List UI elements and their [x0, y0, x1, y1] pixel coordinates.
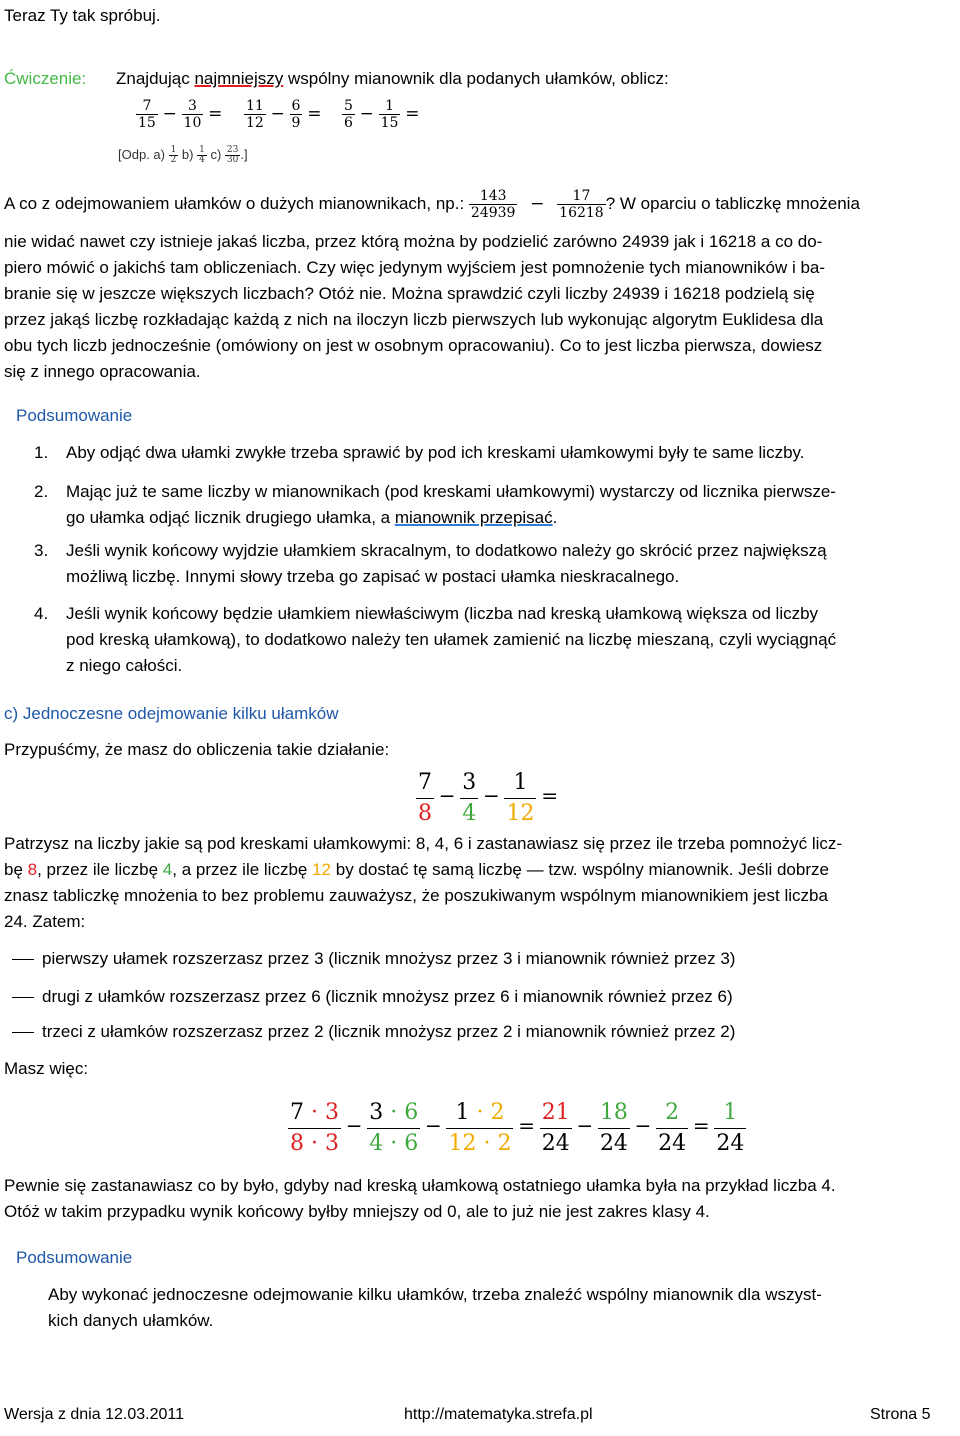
bullet-text: drugi z ułamków rozszerzasz przez 6 (licznik mnożysz przez 6 i mianownik również przez 6) — [42, 987, 733, 1006]
equals-sign: = — [541, 783, 558, 808]
minus-sign: − — [634, 1113, 652, 1138]
para1-line7: się z innego opracowania. — [4, 362, 201, 381]
denominator: 8 — [416, 798, 434, 829]
prompt-text: Znajdując — [116, 69, 195, 88]
numerator: 7 — [418, 770, 432, 795]
denominator: 24 — [598, 1128, 630, 1159]
item-text-part: go ułamka odjąć licznik drugiego ułamka, a — [66, 508, 395, 527]
numerator: 7 — [142, 98, 152, 114]
equals-sign: = — [518, 1113, 535, 1138]
numerator: 143 — [479, 188, 507, 204]
minus-sign: − — [162, 104, 177, 125]
denominator: 8 — [290, 1130, 304, 1156]
denominator: 12 — [448, 1130, 477, 1156]
numerator: 5 — [344, 98, 353, 114]
denominator: 24 — [656, 1128, 688, 1159]
minus-sign: − — [438, 783, 456, 808]
denominator: 6 — [344, 115, 353, 132]
denominator: 16218 — [559, 205, 604, 222]
sectionC-line1: Patrzysz na liczby jakie są pod kreskami ułamkowymi: 8, 4, 6 i zastanawiasz się przez ile trzeba pomnożyć licz- — [4, 834, 843, 853]
denominator: 24939 — [470, 205, 516, 222]
denominator: 9 — [291, 115, 301, 132]
answer-c-label: c) — [206, 147, 225, 162]
minus-sign: − — [424, 1113, 442, 1138]
fraction — [225, 146, 240, 166]
fraction — [367, 1098, 420, 1158]
dot-sign: · — [390, 1100, 398, 1125]
dash-bullet — [12, 959, 34, 960]
bullet-text: trzeci z ułamków rozszerzasz przez 2 (licznik mnożysz przez 2 i mianownik również przez 2) — [42, 1022, 736, 1041]
multiplier: 2 — [497, 1130, 512, 1156]
para1-line2: nie widać nawet czy istnieje jakaś liczba, przez którą można by podzielić zarówno 24939 jak i 16218 a co do- — [4, 232, 823, 251]
para1-line4: branie się w jeszcze większych liczbach? Otóż nie. Można sprawdzić czyli liczby 24939 i 16218 podzielą się — [4, 284, 815, 303]
item-text: pod kreską ułamkową), to dodatkowo należy ten ułamek zamienić na liczbę mieszaną, czyli wyciągnąć — [66, 630, 837, 649]
minus-sign: − — [270, 104, 285, 125]
para1-line1 — [4, 188, 956, 221]
exercise-c — [342, 98, 419, 131]
exercise-prompt — [116, 66, 669, 92]
footer-version: Wersja z dnia 12.03.2011 — [4, 1406, 184, 1423]
exercise-a — [136, 98, 222, 131]
fraction — [197, 146, 207, 166]
numerator: 1 — [199, 144, 205, 155]
para1-line5: przez jakąś liczbę rozkładając każdą z nich na iloczyn liczb pierwszych lub wykonując algorytm Euklidesa dla — [4, 310, 824, 329]
item-number: 2. — [34, 482, 49, 501]
denominator: 2 — [170, 155, 177, 166]
dot-sign: · — [390, 1130, 398, 1156]
equals-sign: = — [208, 104, 223, 125]
section-intro: Przypuśćmy, że masz do obliczenia takie działanie: — [4, 740, 390, 759]
fraction — [379, 98, 401, 131]
fraction — [244, 98, 266, 131]
sectionC-line3: znasz tabliczkę mnożenia to bez problemu zauważysz, że poszukiwanym wspólnym mianownikiem jest liczba — [4, 886, 828, 905]
multiplier: 3 — [325, 1130, 339, 1156]
fraction — [288, 1098, 341, 1158]
para-text: A co z odejmowaniem ułamków o dużych mianownikach, np.: — [4, 194, 469, 214]
bullet-text: pierwszy ułamek rozszerzasz przez 3 (licznik mnożysz przez 3 i mianownik również przez 3) — [42, 949, 736, 968]
denominator: 12 — [504, 798, 536, 829]
denominator: 24 — [540, 1128, 572, 1159]
highlight-orange: 12 — [312, 860, 332, 879]
item-text: Jeśli wynik końcowy będzie ułamkiem niewłaściwym (liczba nad kreską ułamkową większa od liczby — [66, 604, 819, 623]
fraction — [557, 188, 606, 221]
dot-sign: · — [483, 1130, 491, 1156]
dot-sign: · — [476, 1100, 484, 1125]
denominator: 15 — [380, 115, 399, 132]
page-title: Teraz Ty tak spróbuj. — [4, 6, 161, 25]
item-text: Aby odjąć dwa ułamki zwykłe trzeba sprawić by pod ich kreskami ułamkowymi były te same liczby. — [66, 443, 805, 462]
para-text: by dostać tę samą liczbę — tzw. wspólny mianownik. Jeśli dobrze — [331, 860, 829, 879]
denominator: 30 — [226, 155, 239, 166]
item-text: Mając już te same liczby w mianownikach (pod kreskami ułamkowymi) wystarczy od licznika pierwsze- — [66, 482, 836, 501]
fraction — [460, 768, 478, 828]
fraction — [416, 768, 434, 828]
fraction — [169, 146, 179, 166]
dot-sign: · — [311, 1100, 318, 1125]
multiplier: 6 — [404, 1130, 419, 1156]
sectionC-line4: 24. Zatem: — [4, 912, 86, 931]
numerator: 1 — [170, 144, 177, 155]
exercise-label: Ćwiczenie: — [4, 69, 87, 88]
item-text — [66, 505, 957, 531]
numerator: 6 — [291, 98, 301, 114]
fraction — [504, 768, 536, 828]
dash-bullet — [12, 997, 34, 998]
numerator: 23 — [226, 144, 239, 155]
numerator: 2 — [665, 1100, 680, 1125]
numerator: 1 — [723, 1100, 738, 1125]
fraction — [714, 1098, 746, 1158]
footer-page: Strona 5 — [870, 1406, 931, 1423]
para-text: bę — [4, 860, 28, 879]
equals-sign: = — [692, 1113, 710, 1138]
numerator: 1 — [385, 98, 395, 114]
para-text: , a przez ile liczbę — [172, 860, 313, 879]
exercise-b — [244, 98, 321, 131]
item-underlined-text: mianownik przepisać — [394, 508, 553, 527]
equals-sign: = — [405, 104, 420, 125]
fraction — [290, 98, 303, 131]
denominator: 12 — [246, 115, 264, 132]
sectionC-line2 — [4, 857, 829, 883]
minus-sign: − — [359, 104, 374, 125]
fraction — [540, 1098, 572, 1158]
highlight-red: 8 — [27, 860, 38, 879]
para1-line6: obu tych liczb jednocześnie (omówiony on jest w osobnym opracowaniu). Co to jest liczba pierwsza, dowiesz — [4, 336, 823, 355]
denominator: 24 — [714, 1128, 746, 1159]
section-heading: c) Jednoczesne odejmowanie kilku ułamków — [4, 704, 339, 723]
fraction — [446, 1098, 513, 1158]
fraction — [469, 188, 518, 221]
denominator: 10 — [183, 115, 202, 132]
denominator: 4 — [460, 798, 478, 829]
masz-wiec: Masz więc: — [4, 1059, 89, 1078]
fraction — [182, 98, 204, 131]
numerator: 21 — [541, 1100, 570, 1125]
exercise-answer — [118, 142, 248, 168]
equals-sign: = — [307, 104, 322, 125]
dot-sign: · — [311, 1130, 318, 1156]
equation-2 — [288, 1098, 746, 1158]
summary2-heading: Podsumowanie — [16, 1248, 133, 1267]
equation-1 — [416, 768, 558, 828]
denominator: 15 — [138, 115, 156, 132]
answer-prefix: [Odp. a) — [118, 147, 169, 162]
multiplier: 2 — [490, 1100, 505, 1125]
dash-bullet — [12, 1032, 34, 1033]
minus-sign: − — [530, 194, 545, 215]
item-number: 3. — [34, 541, 49, 560]
minus-sign: − — [576, 1113, 594, 1138]
fraction — [342, 98, 355, 131]
numerator: 1 — [513, 770, 528, 795]
fraction — [598, 1098, 630, 1158]
numerator: 11 — [246, 98, 264, 114]
prompt-underlined-word: najmniejszy — [194, 69, 284, 88]
minus-sign: − — [345, 1113, 363, 1138]
prompt-text-end: wspólny mianownik dla podanych ułamków, oblicz: — [283, 69, 669, 88]
denominator: 4 — [369, 1130, 384, 1156]
sectionC-note2: Otóż w takim przypadku wynik końcowy byłby mniejszy od 0, ale to już nie jest zakres klasy 4. — [4, 1202, 710, 1221]
numerator: 18 — [599, 1100, 628, 1125]
numerator: 17 — [572, 188, 591, 204]
numerator: 7 — [290, 1100, 304, 1125]
summary2-line1: Aby wykonać jednoczesne odejmowanie kilku ułamków, trzeba znaleźć wspólny mianownik dla wszyst- — [48, 1285, 822, 1304]
multiplier: 6 — [404, 1100, 419, 1125]
denominator: 4 — [199, 155, 205, 166]
item-text: możliwą liczbę. Innymi słowy trzeba go zapisać w postaci ułamka nieskracalnego. — [66, 567, 680, 586]
multiplier: 3 — [325, 1100, 339, 1125]
minus-sign: − — [482, 783, 500, 808]
summary2-line2: kich danych ułamków. — [48, 1311, 214, 1330]
item-text: Jeśli wynik końcowy wyjdzie ułamkiem skracalnym, to dodatkowo należy go skrócić przez największą — [66, 541, 827, 560]
para-text: , przez ile liczbę — [37, 860, 163, 879]
summary1-heading: Podsumowanie — [16, 406, 133, 425]
answer-b-label: b) — [178, 147, 198, 162]
item-number: 1. — [34, 443, 49, 462]
item-number: 4. — [34, 604, 49, 623]
answer-suffix: .] — [240, 147, 248, 162]
item-text-part: . — [552, 508, 558, 527]
item-text: z niego całości. — [66, 656, 183, 675]
faded-footer-strip — [4, 1424, 956, 1434]
numerator: 3 — [369, 1100, 384, 1125]
footer-url[interactable]: http://matematyka.strefa.pl — [404, 1406, 593, 1423]
para1-line3: piero mówić o jakichś tam obliczeniach. Czy więc jedynym wyjściem jest pomnożenie tych mianowników i ba- — [4, 258, 826, 277]
numerator: 3 — [462, 770, 477, 795]
numerator: 1 — [455, 1100, 470, 1125]
highlight-green: 4 — [162, 860, 173, 879]
numerator: 3 — [188, 98, 197, 114]
fraction — [136, 98, 158, 131]
sectionC-note1: Pewnie się zastanawiasz co by było, gdyby nad kreską ułamkową ostatniego ułamka była na przykład liczba 4. — [4, 1176, 836, 1195]
para-text: ? W oparciu o tabliczkę mnożenia — [605, 194, 860, 214]
fraction — [656, 1098, 688, 1158]
